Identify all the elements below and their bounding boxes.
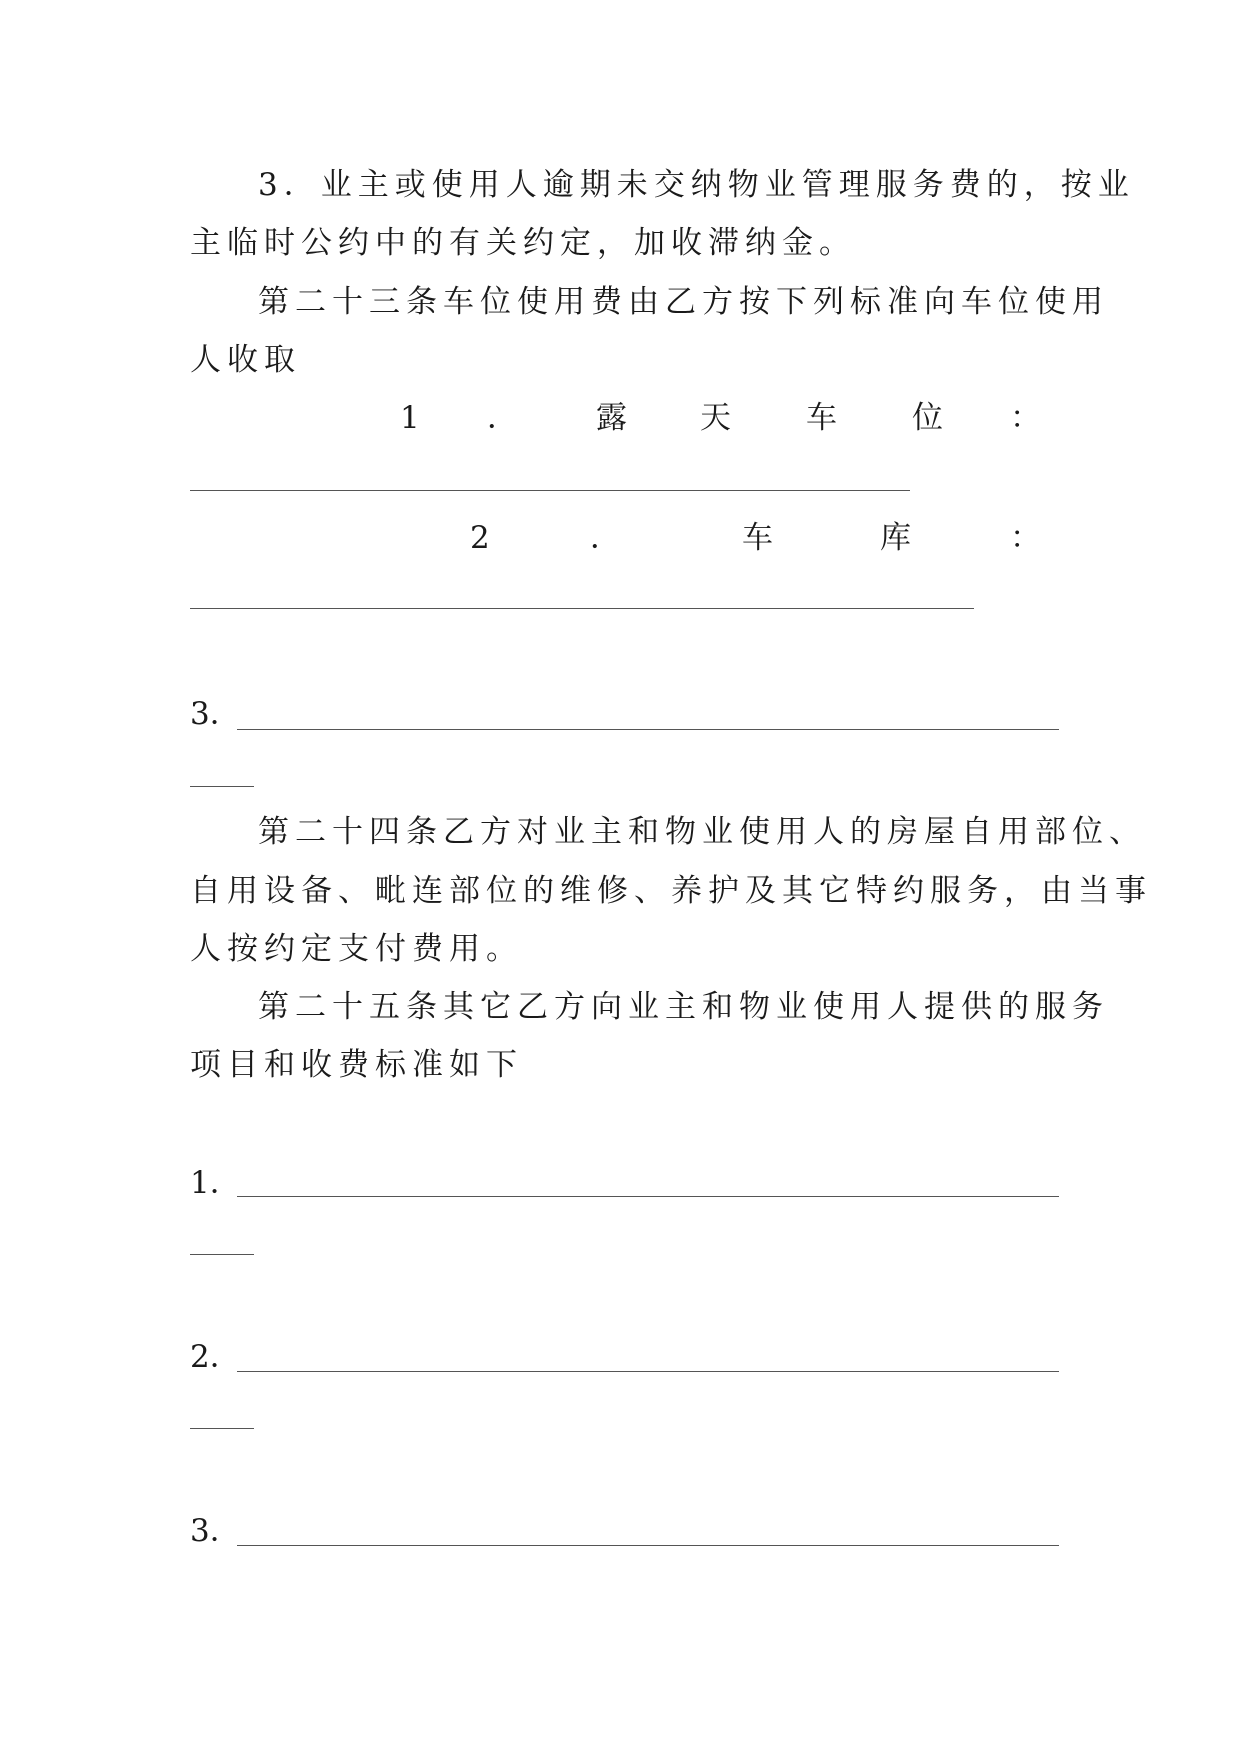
article-24-line1: 第二十四条乙方对业主和物业使用人的房屋自用部位、 <box>258 814 1146 850</box>
item1-fill-line <box>190 490 910 491</box>
service-item1-label: 1． <box>190 1165 241 1201</box>
service-item3-label: 3． <box>190 1513 241 1549</box>
service-item3-fill-line <box>237 1545 1059 1546</box>
article-24-line3: 人按约定支付费用。 <box>190 931 523 967</box>
item2-char1: 车 <box>742 520 773 556</box>
service-item2-fill-line <box>237 1371 1059 1372</box>
item2-fill-line <box>190 608 974 609</box>
item1-char1: 露 <box>596 400 627 436</box>
paragraph-late-fee-line1: 3．业主或使用人逾期未交纳物业管理服务费的，按业 <box>258 167 1135 203</box>
article-24-line2: 自用设备、毗连部位的维修、养护及其它特约服务，由当事 <box>190 873 1152 909</box>
item1-char2: 天 <box>700 400 731 436</box>
item1-colon: ： <box>1010 400 1041 436</box>
item3-fill-line-continued <box>190 786 254 787</box>
article-23-line1: 第二十三条车位使用费由乙方按下列标准向车位使用 <box>258 284 1109 320</box>
item3-fill-line <box>237 729 1059 730</box>
paragraph-late-fee-line2: 主临时公约中的有关约定，加收滞纳金。 <box>190 225 856 261</box>
service-item1-fill-line <box>237 1196 1059 1197</box>
service-item2-fill-line-continued <box>190 1428 254 1429</box>
item1-number: 1 <box>400 400 420 436</box>
service-item2-label: 2． <box>190 1339 241 1375</box>
article-25-line1: 第二十五条其它乙方向业主和物业使用人提供的服务 <box>258 989 1109 1025</box>
article-25-line2: 项目和收费标准如下 <box>190 1047 523 1083</box>
item1-char3: 车 <box>806 400 837 436</box>
item2-dot: ． <box>590 520 621 556</box>
item3-label: 3． <box>190 696 241 732</box>
item2-colon: ： <box>1010 520 1041 556</box>
item1-dot: ． <box>487 400 518 436</box>
service-item1-fill-line-continued <box>190 1254 254 1255</box>
item2-char2: 库 <box>880 520 911 556</box>
item1-char4: 位 <box>912 400 943 436</box>
article-23-line2: 人收取 <box>190 342 301 378</box>
item2-number: 2 <box>470 520 490 556</box>
